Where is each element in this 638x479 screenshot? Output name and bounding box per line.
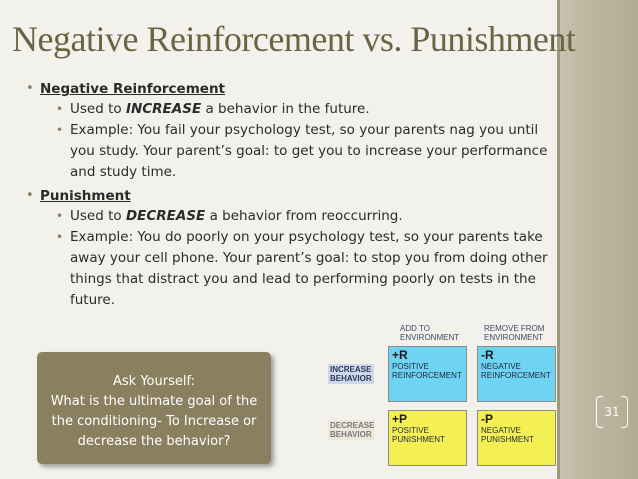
row-header-increase: INCREASE BEHAVIOR	[328, 364, 374, 384]
example-text: Example: You do poorly on your psychology test, so your parents take away your cell phone. Your parent’s goal: to stop you from doing other things that distract you and lead to performing poorly on tests in the future.	[70, 229, 548, 308]
example-text: Example: You fail your psychology test, so your parents nag you until you study. Your parent’s goal: to get you to increase your performance and study time.	[70, 122, 548, 180]
cell-label: NEGATIVE PUNISHMENT	[481, 426, 534, 444]
keyword-increase: INCREASE	[125, 101, 202, 117]
cell-symbol: -R	[481, 348, 494, 362]
column-header-add: ADD TO ENVIRONMENT	[400, 324, 460, 342]
slide-title: Negative Reinforcement vs. Punishment	[12, 19, 576, 59]
bullet-icon: •	[56, 123, 64, 137]
point-prefix: Used to	[70, 208, 126, 224]
negative-reinforcement-cell	[477, 346, 556, 402]
cell-label: POSITIVE PUNISHMENT	[392, 426, 445, 444]
callout-line: decrease the behavior?	[77, 434, 231, 449]
punishment-points	[40, 206, 556, 311]
list-item	[56, 120, 556, 183]
punishment-section	[26, 186, 556, 311]
bullet-icon: •	[56, 102, 64, 116]
bullet-icon: •	[26, 81, 34, 96]
positive-punishment-cell	[388, 410, 467, 466]
punishment-heading: Punishment	[40, 188, 131, 204]
callout-line: Ask Yourself:	[113, 374, 195, 389]
cell-symbol: +R	[392, 348, 408, 362]
conditioning-grid	[326, 318, 570, 478]
negative-reinforcement-section	[26, 79, 556, 183]
bullet-list	[26, 79, 556, 311]
bullet-icon: •	[56, 209, 64, 223]
list-item	[56, 206, 556, 227]
negative-reinforcement-points	[40, 99, 556, 183]
callout-line: the conditioning- To Increase or	[51, 414, 257, 429]
keyword-decrease: DECREASE	[125, 208, 206, 224]
cell-label: NEGATIVE REINFORCEMENT	[481, 362, 551, 380]
cell-symbol: +P	[392, 412, 408, 426]
point-suffix: a behavior in the future.	[201, 101, 370, 117]
cell-symbol: -P	[481, 412, 493, 426]
list-item	[56, 99, 556, 120]
bullet-icon: •	[56, 230, 64, 244]
bullet-icon: •	[26, 188, 34, 203]
point-suffix: a behavior from reoccurring.	[205, 208, 403, 224]
ask-yourself-callout	[37, 352, 271, 464]
page-number: 31	[596, 396, 628, 428]
row-header-decrease: DECREASE BEHAVIOR	[330, 421, 375, 439]
negative-reinforcement-heading: Negative Reinforcement	[40, 81, 226, 97]
point-prefix: Used to	[70, 101, 126, 117]
positive-reinforcement-cell	[388, 346, 467, 402]
cell-label: POSITIVE REINFORCEMENT	[392, 362, 462, 380]
slide-content	[26, 79, 556, 314]
callout-line: What is the ultimate goal of the	[50, 394, 258, 409]
list-item	[56, 227, 556, 311]
column-header-remove: REMOVE FROM ENVIRONMENT	[484, 324, 545, 342]
negative-punishment-cell	[477, 410, 556, 466]
